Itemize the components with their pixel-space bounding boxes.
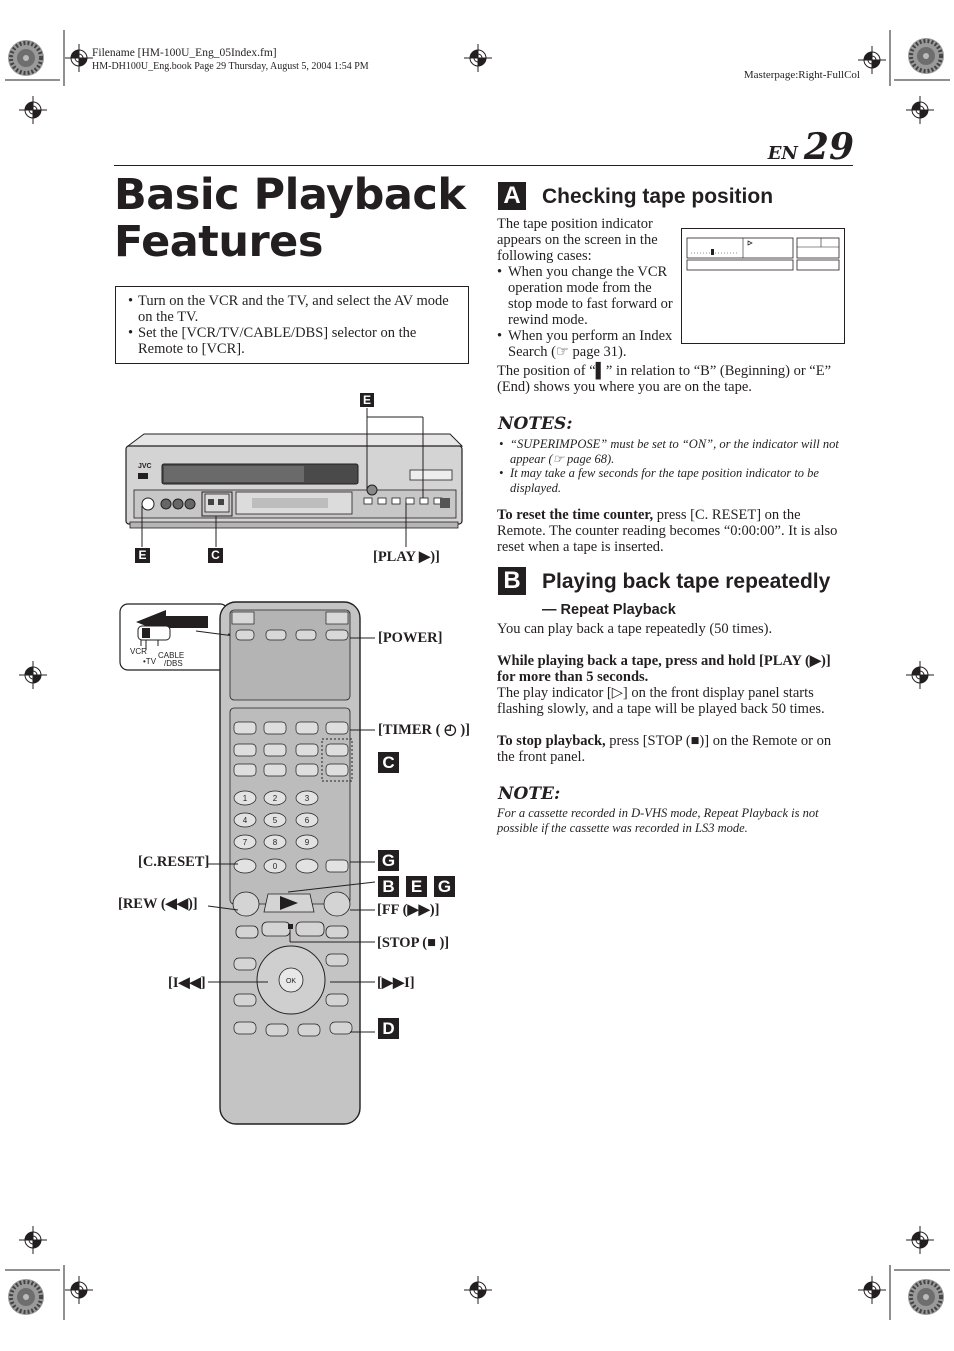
section-b-marker: B — [498, 567, 526, 595]
section-b-intro: You can play back a tape repeatedly (50 times). — [497, 621, 773, 637]
selector-tv-label: •TV — [143, 657, 157, 666]
remote-key-8: 8 — [272, 838, 278, 847]
section-b-subtitle: — Repeat Playback — [542, 602, 676, 618]
remote-key-7: 7 — [242, 838, 248, 847]
prereq-item: • Set the [VCR/TV/CABLE/DBS] selector on the Remote to [VCR]. — [128, 325, 458, 357]
stop-playback-lead: To stop playback, — [497, 733, 606, 749]
page-title-line1: Basic Playback — [114, 170, 466, 220]
reset-counter-text — [497, 507, 847, 555]
remote-timer-label: [TIMER ( ◴ )] — [378, 722, 470, 738]
section-a-position-text: The position of “▌” in relation to “B” (Beginning) or “E” (End) shows you where you are on the tape. — [497, 363, 832, 395]
page-title-line2: Features — [114, 217, 323, 267]
page-number-value: 29 — [803, 126, 854, 168]
language-code: EN — [767, 143, 798, 164]
remote-key-0: 0 — [272, 862, 278, 871]
remote-key-ok: OK — [285, 978, 297, 985]
file-info — [92, 46, 369, 74]
tape-position-screen — [681, 228, 845, 344]
remote-tag-g-2: G — [434, 876, 455, 897]
vcr-illustration — [110, 390, 470, 570]
vcr-brand-logo: JVC — [138, 463, 152, 470]
remote-tag-c: C — [378, 752, 399, 773]
header-rule — [114, 165, 853, 166]
vcr-play-label: [PLAY ▶)] — [373, 549, 440, 565]
reset-counter-body: press [C. RESET] on the Remote. The counter reading becomes “0:00:00”. It is also reset when a tape is inserted. — [497, 507, 838, 555]
repeat-instruction-body: The play indicator [▷] on the front display panel starts flashing slowly, and a tape will be played back 50 times. — [497, 685, 825, 717]
reset-counter-lead: To reset the time counter, — [497, 507, 654, 523]
section-a-text — [497, 216, 677, 360]
remote-callouts — [200, 620, 380, 1040]
prerequisites-box — [115, 286, 469, 364]
section-a-bullet: • When you perform an Index Search (☞ page 31). — [497, 328, 677, 360]
remote-next-label: [▶▶I] — [377, 975, 415, 991]
section-b-title: Playing back tape repeatedly — [542, 570, 831, 593]
vcr-tag-e-bottom: E — [135, 548, 150, 563]
remote-creset-label: [C.RESET] — [138, 854, 210, 870]
vcr-tag-c-bottom: C — [208, 548, 223, 563]
page-title — [114, 172, 484, 266]
section-a-bullet: • When you change the VCR operation mode from the stop mode to fast forward or rewind mode. — [497, 264, 677, 328]
section-a-intro: The tape position indicator appears on the screen in the following cases: — [497, 216, 658, 264]
remote-key-3: 3 — [304, 794, 310, 803]
remote-key-5: 5 — [272, 816, 278, 825]
remote-key-9: 9 — [304, 838, 310, 847]
section-a-marker: A — [498, 182, 526, 210]
page-number — [768, 126, 854, 168]
note-heading: NOTE: — [498, 784, 561, 804]
selector-cable-label: CABLE — [158, 651, 185, 660]
prereq-item: • Turn on the VCR and the TV, and select the AV mode on the TV. — [128, 293, 458, 325]
remote-stop-label: [STOP (■ )] — [377, 935, 450, 951]
remote-tag-g: G — [378, 850, 399, 871]
repeat-instruction-lead: While playing back a tape, press and hold [PLAY (▶)] for more than 5 seconds. — [497, 653, 831, 685]
remote-key-4: 4 — [242, 816, 248, 825]
selector-vcr-label: VCR — [130, 647, 147, 656]
stop-playback-text — [497, 733, 849, 765]
book-info: HM-DH100U_Eng.book Page 29 Thursday, August 5, 2004 1:54 PM — [92, 61, 369, 72]
repeat-instruction — [497, 653, 852, 717]
stop-playback-body: press [STOP (■)] on the Remote or on the front panel. — [497, 733, 832, 765]
note-body: For a cassette recorded in D-VHS mode, Repeat Playback is not possible if the cassette was recorded in LS3 mode. — [497, 806, 819, 835]
masterpage-label: Masterpage:Right-FullCol — [743, 69, 860, 81]
notes-list — [499, 437, 851, 495]
filename: Filename [HM-100U_Eng_05Index.fm] — [92, 47, 277, 59]
selector-dbs-label: /DBS — [164, 659, 183, 668]
vcr-tag-e-top: E — [360, 393, 374, 407]
remote-key-2: 2 — [272, 794, 278, 803]
remote-power-label: [POWER] — [378, 630, 443, 646]
remote-key-1: 1 — [242, 794, 248, 803]
remote-tag-b: B — [378, 876, 399, 897]
note-item: • It may take a few seconds for the tape position indicator to be displayed. — [499, 466, 851, 495]
remote-key-6: 6 — [304, 816, 310, 825]
remote-tag-d: D — [378, 1018, 399, 1039]
remote-rew-label: [REW (◀◀)] — [118, 896, 198, 912]
note-item: • “SUPERIMPOSE” must be set to “ON”, or the indicator will not appear (☞ page 68). — [499, 437, 851, 466]
remote-ff-label: [FF (▶▶)] — [377, 902, 440, 918]
notes-heading: NOTES: — [498, 414, 573, 434]
remote-tag-e: E — [406, 876, 427, 897]
remote-prev-label: [I◀◀] — [168, 975, 206, 991]
section-a-title: Checking tape position — [542, 185, 774, 208]
